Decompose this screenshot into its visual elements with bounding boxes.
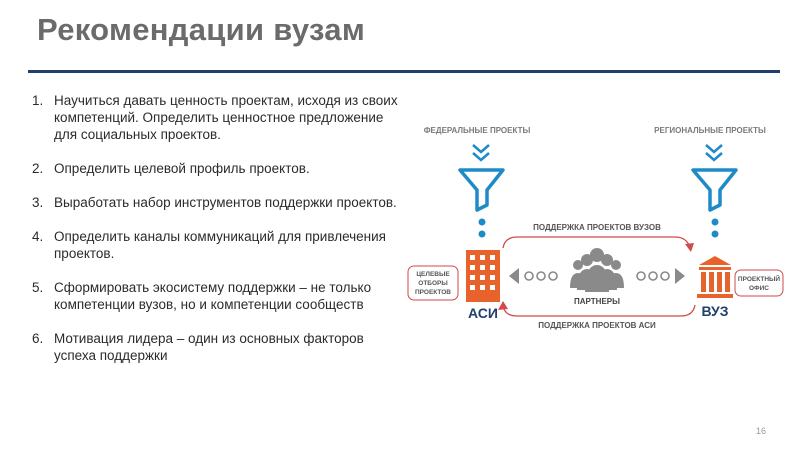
regional-projects-label: РЕГИОНАЛЬНЫЕ ПРОЕКТЫ	[654, 126, 766, 135]
asi-label: АСИ	[468, 305, 498, 321]
ecosystem-diagram	[405, 110, 785, 340]
item-text: Сформировать экосистему поддержки – не только компетенции вузов, но и компетенции сообществ	[54, 280, 372, 312]
list-item	[26, 228, 406, 262]
left-arrow-icon	[509, 268, 557, 284]
support-univ-arc	[503, 237, 690, 248]
vuz-label: ВУЗ	[701, 303, 729, 319]
target-text: ЦЕЛЕВЫЕ	[416, 271, 450, 278]
item-number: 3.	[32, 195, 44, 210]
university-icon	[697, 256, 733, 298]
item-text: Определить каналы коммуникаций для привлечения проектов.	[54, 229, 386, 261]
recommendations-list	[26, 92, 406, 381]
chevron-down-icon	[706, 145, 722, 160]
item-number: 4.	[32, 229, 44, 244]
slide-title: Рекомендации вузам	[37, 12, 366, 47]
office-callout	[735, 270, 783, 296]
list-item	[26, 194, 406, 211]
item-number: 6.	[32, 331, 44, 346]
item-text: Мотивация лидера – один из основных факторов успеха поддержки	[54, 331, 364, 363]
list-item	[26, 92, 406, 143]
right-arrow-icon	[637, 268, 685, 284]
item-text: Выработать набор инструментов поддержки проектов.	[54, 195, 397, 210]
federal-projects-label: ФЕДЕРАЛЬНЫЕ ПРОЕКТЫ	[423, 126, 531, 135]
list-item	[26, 330, 406, 364]
building-icon	[466, 250, 500, 302]
funnel-icon	[460, 170, 503, 210]
item-number: 5.	[32, 280, 44, 295]
office-text: ОФИС	[749, 285, 769, 292]
partners-label: ПАРТНЕРЫ	[574, 297, 620, 306]
title-underline	[28, 70, 780, 73]
list-item	[26, 279, 406, 313]
people-icon	[570, 248, 624, 292]
funnel-icon	[693, 170, 736, 210]
chevron-down-icon	[473, 145, 489, 160]
list-item	[26, 160, 406, 177]
arrow-head-icon	[685, 243, 694, 252]
target-text: ПРОЕКТОВ	[414, 289, 452, 296]
page-number: 16	[755, 426, 766, 436]
item-number: 1.	[32, 93, 44, 108]
office-text: ПРОЕКТНЫЙ	[737, 276, 781, 283]
support-asi-label: ПОДДЕРЖКА ПРОЕКТОВ АСИ	[538, 321, 656, 330]
target-text: ОТБОРЫ	[418, 280, 448, 287]
item-text: Научиться давать ценность проектам, исходя из своих компетенций. Определить ценностное предложение для социальных проектов.	[54, 93, 398, 142]
item-number: 2.	[32, 161, 44, 176]
item-text: Определить целевой профиль проектов.	[54, 161, 310, 176]
support-asi-arc	[503, 305, 695, 316]
arrow-head-icon	[498, 301, 508, 310]
support-univ-label: ПОДДЕРЖКА ПРОЕКТОВ ВУЗОВ	[533, 223, 661, 232]
